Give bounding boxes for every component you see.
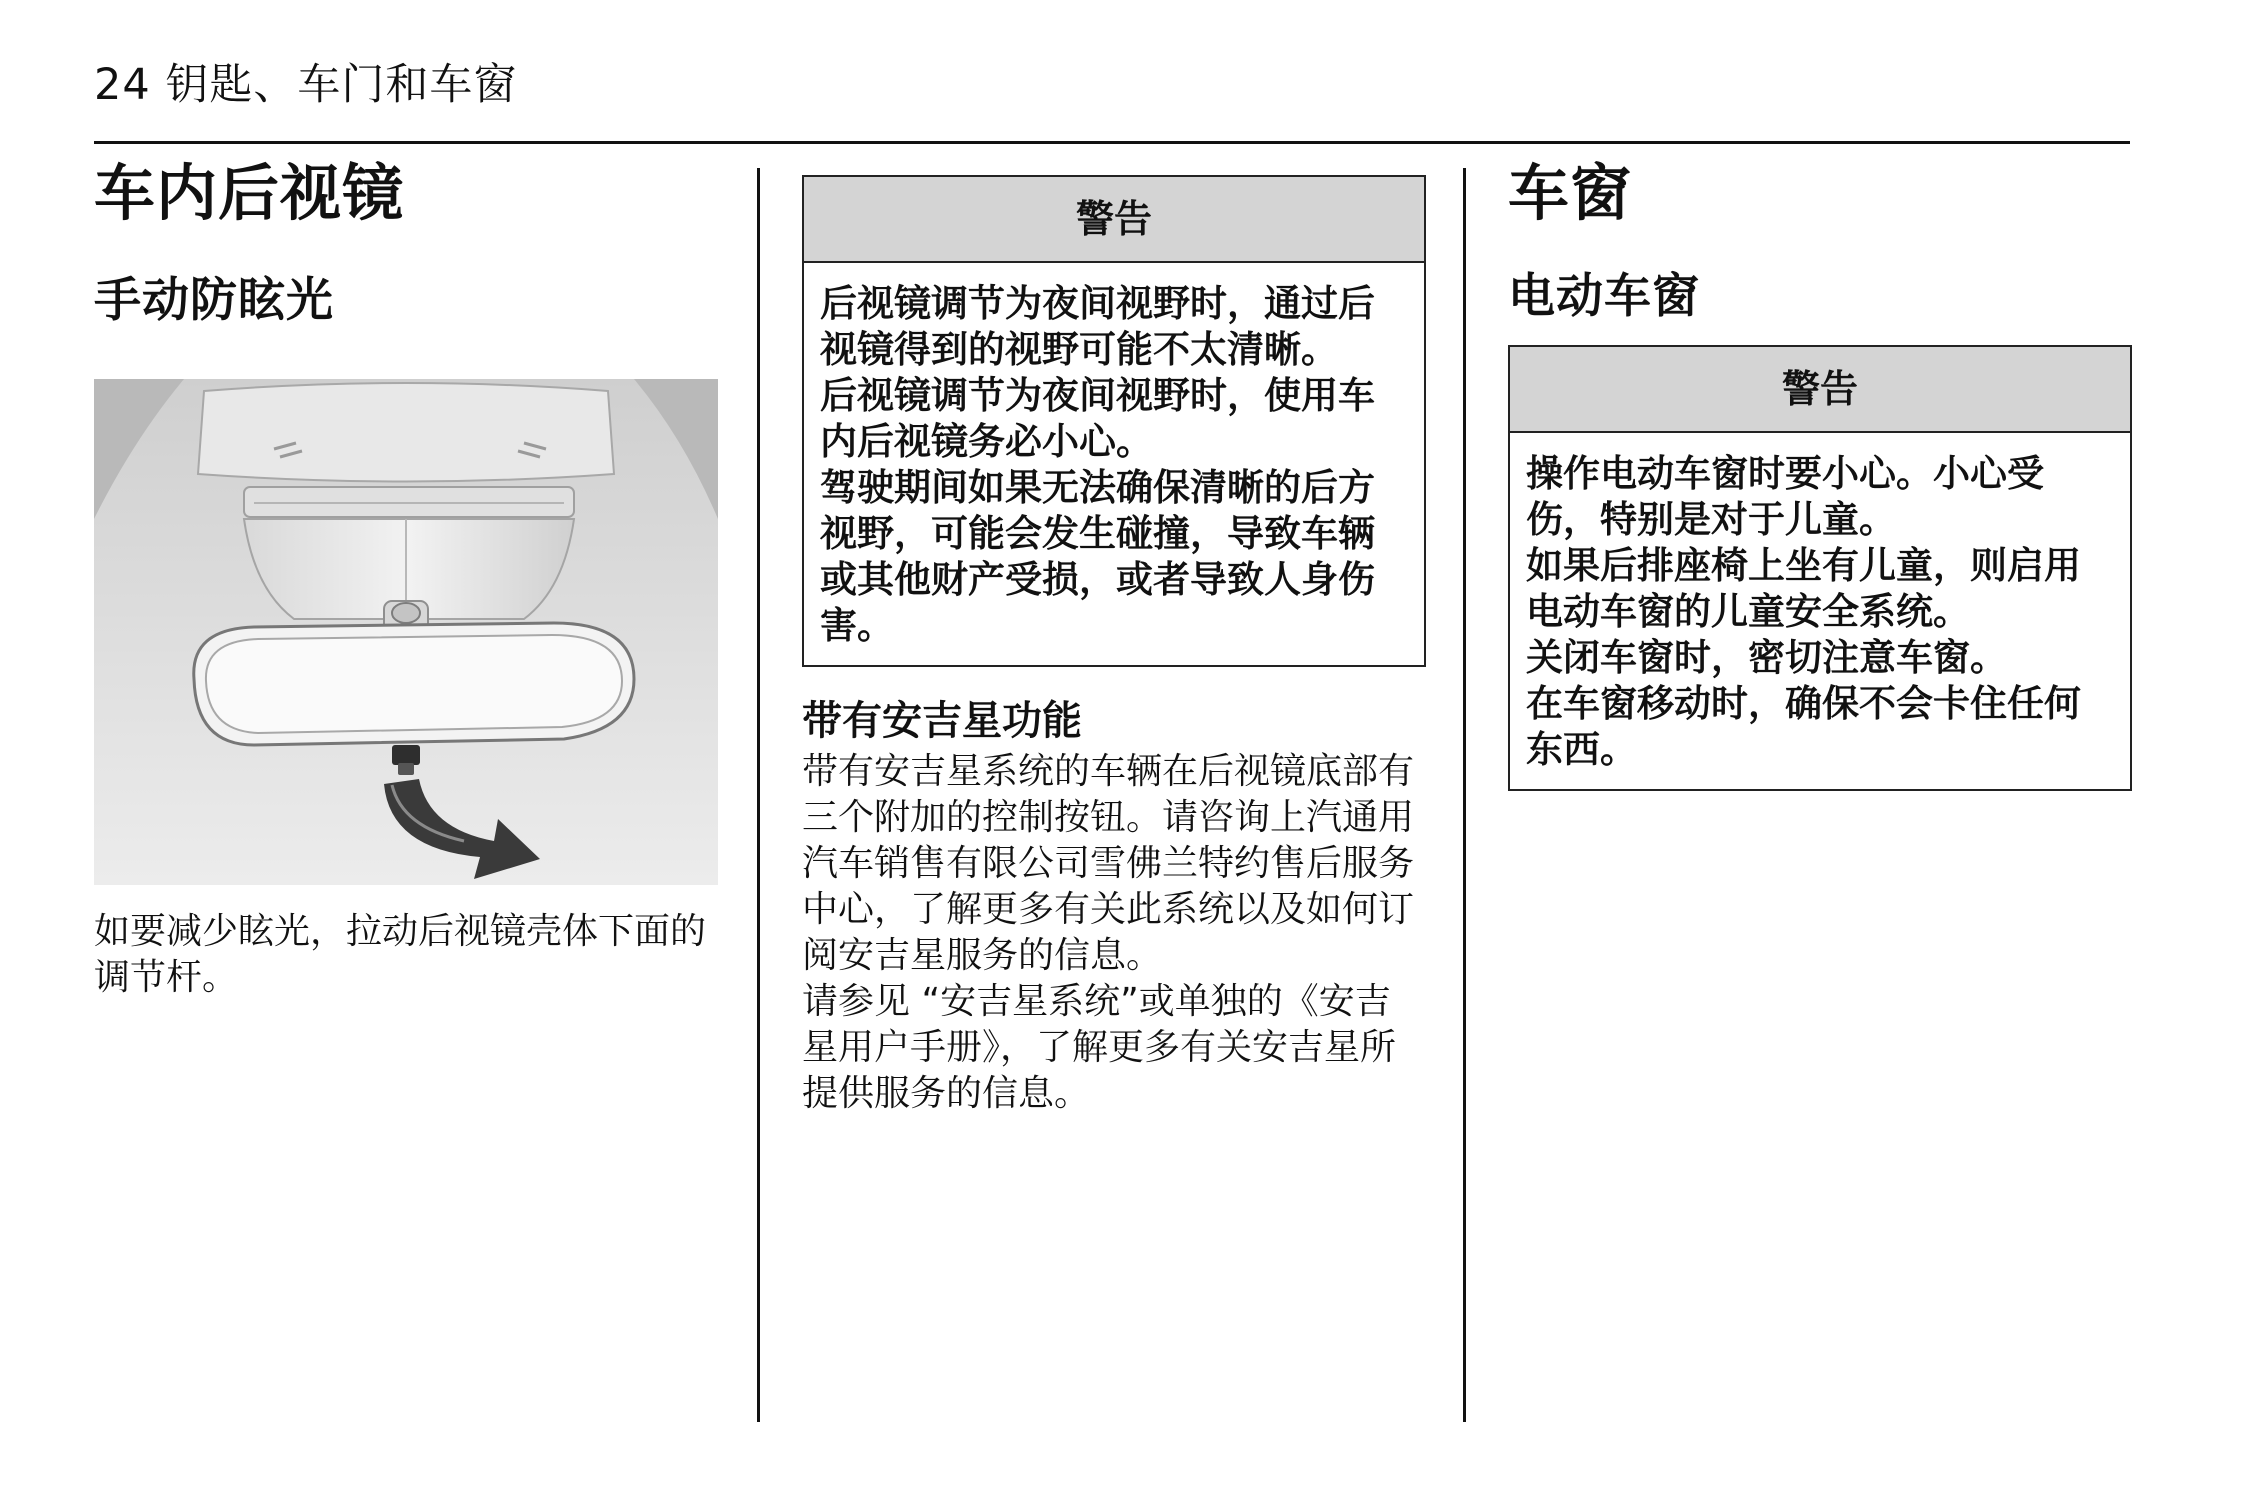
section-title-rearview-mirror: 车内后视镜 xyxy=(94,158,405,229)
warning-box-power-windows xyxy=(1508,345,2132,791)
warning-body xyxy=(1510,433,2130,789)
subsection-title-power-windows: 电动车窗 xyxy=(1508,269,1700,325)
warning-line: 关闭车窗时，密切注意车窗。 xyxy=(1526,635,2007,679)
page-header: 24 钥匙、车门和车窗 xyxy=(94,60,518,110)
column-warnings-onstar xyxy=(802,175,1426,1117)
figure-caption: 如要减少眩光，拉动后视镜壳体下面的调节杆。 xyxy=(94,910,707,998)
column-divider-left xyxy=(757,168,760,1422)
warning-line: 如果后排座椅上坐有儿童，则启用电动车窗的儿童安全系统。 xyxy=(1526,543,2081,633)
paragraph-onstar-buttons: 带有安吉星系统的车辆在后视镜底部有三个附加的控制按钮。请咨询上汽通用汽车销售有限公司雪佛兰特约售后服务中心，了解更多有关此系统以及如何订阅安吉星服务的信息。 xyxy=(802,751,1415,976)
warning-box-night-view xyxy=(802,175,1426,667)
column-divider-right xyxy=(1463,168,1466,1422)
subsection-title-manual-antiglare: 手动防眩光 xyxy=(94,273,334,329)
column-windows xyxy=(1508,160,2132,791)
warning-line: 后视镜调节为夜间视野时，使用车内后视镜务必小心。 xyxy=(820,374,1375,463)
column-rearview-mirror xyxy=(94,160,720,1001)
warning-line: 操作电动车窗时要小心。小心受伤，特别是对于儿童。 xyxy=(1526,451,2044,541)
warning-line: 在车窗移动时，确保不会卡住任何东西。 xyxy=(1526,681,2081,771)
warning-line: 后视镜调节为夜间视野时，通过后视镜得到的视野可能不太清晰。 xyxy=(820,282,1375,371)
warning-title: 警告 xyxy=(1510,347,2130,433)
section-title-windows: 车窗 xyxy=(1508,158,1633,229)
rearview-mirror-illustration xyxy=(94,379,718,885)
warning-line: 驾驶期间如果无法确保清晰的后方视野，可能会发生碰撞，导致车辆或其他财产受损，或者导致人身伤害。 xyxy=(820,466,1375,647)
paragraph-onstar-manual: 请参见 “安吉星系统”或单独的《安吉星用户手册》，了解更多有关安吉星所提供服务的信息。 xyxy=(802,981,1397,1114)
warning-title: 警告 xyxy=(804,177,1424,263)
rearview-mirror-figure xyxy=(94,379,718,885)
header-rule xyxy=(94,141,2130,144)
subheading-onstar: 带有安吉星功能 xyxy=(802,698,1082,744)
warning-body xyxy=(804,263,1424,665)
